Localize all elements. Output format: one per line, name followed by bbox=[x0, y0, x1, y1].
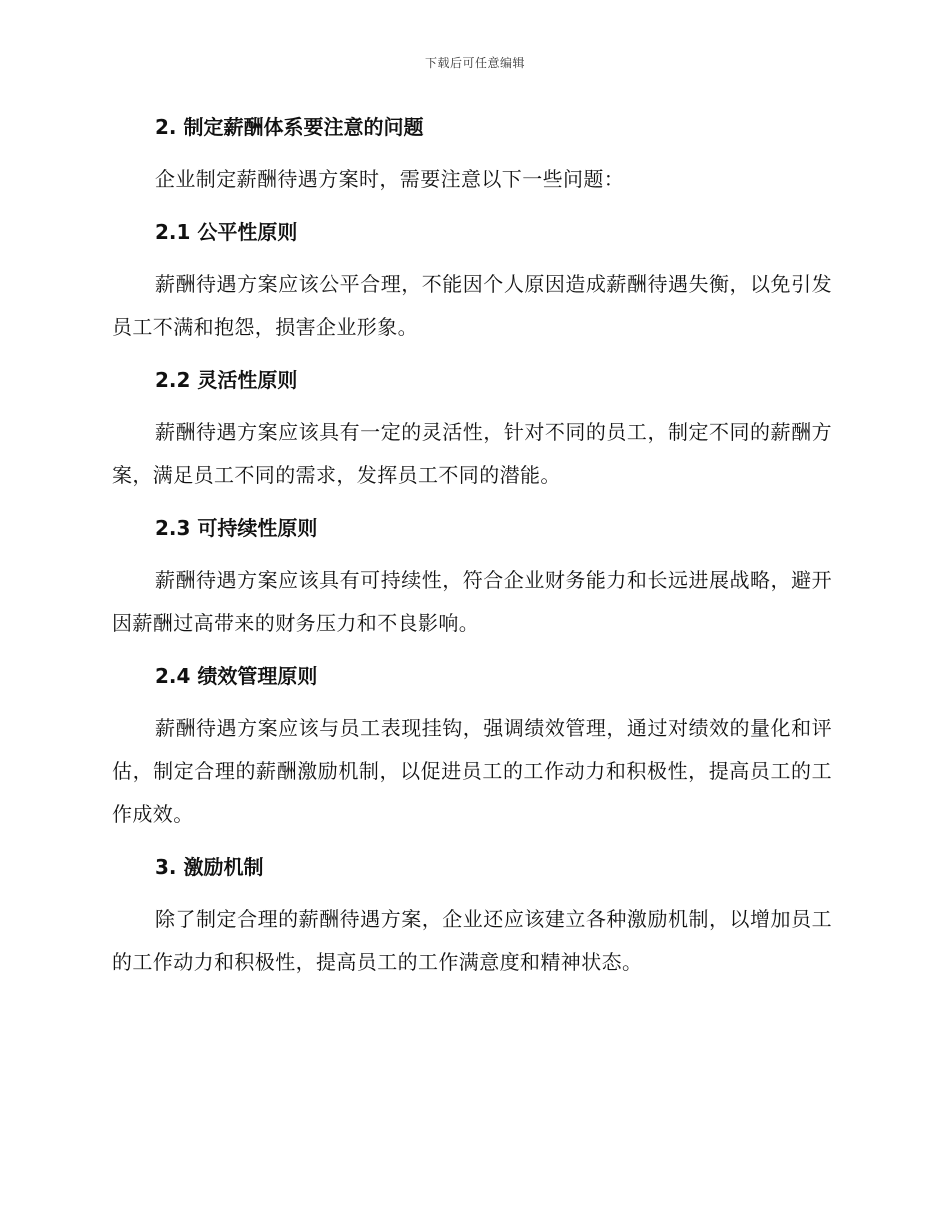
section-heading-2-3: 2.3 可持续性原则 bbox=[155, 516, 318, 540]
section-heading-2-4: 2.4 绩效管理原则 bbox=[155, 664, 318, 688]
section-body-3: 除了制定合理的薪酬待遇方案，企业还应该建立各种激励机制，以增加员工的工作动力和积极性，提高员工的工作满意度和精神状态。 bbox=[112, 907, 832, 974]
section-heading-3: 3. 激励机制 bbox=[155, 855, 264, 879]
section-body-2-3: 薪酬待遇方案应该具有可持续性，符合企业财务能力和长远进展战略，避开因薪酬过高带来的财务压力和不良影响。 bbox=[112, 568, 832, 635]
section-body-2: 企业制定薪酬待遇方案时，需要注意以下一些问题： bbox=[155, 167, 625, 191]
section-heading-2: 2. 制定薪酬体系要注意的问题 bbox=[155, 115, 424, 139]
section-heading-2-1: 2.1 公平性原则 bbox=[155, 220, 298, 244]
section-body-2-2: 薪酬待遇方案应该具有一定的灵活性，针对不同的员工，制定不同的薪酬方案，满足员工不同的需求，发挥员工不同的潜能。 bbox=[112, 420, 832, 487]
document-body bbox=[112, 112, 832, 984]
section-heading-2-2: 2.2 灵活性原则 bbox=[155, 368, 298, 392]
section-body-2-4: 薪酬待遇方案应该与员工表现挂钩，强调绩效管理，通过对绩效的量化和评估，制定合理的薪酬激励机制，以促进员工的工作动力和积极性，提高员工的工作成效。 bbox=[112, 716, 832, 826]
section-body-2-1: 薪酬待遇方案应该公平合理，不能因个人原因造成薪酬待遇失衡，以免引发员工不满和抱怨，损害企业形象。 bbox=[112, 272, 832, 339]
page-header: 下载后可任意编辑 bbox=[424, 56, 525, 70]
